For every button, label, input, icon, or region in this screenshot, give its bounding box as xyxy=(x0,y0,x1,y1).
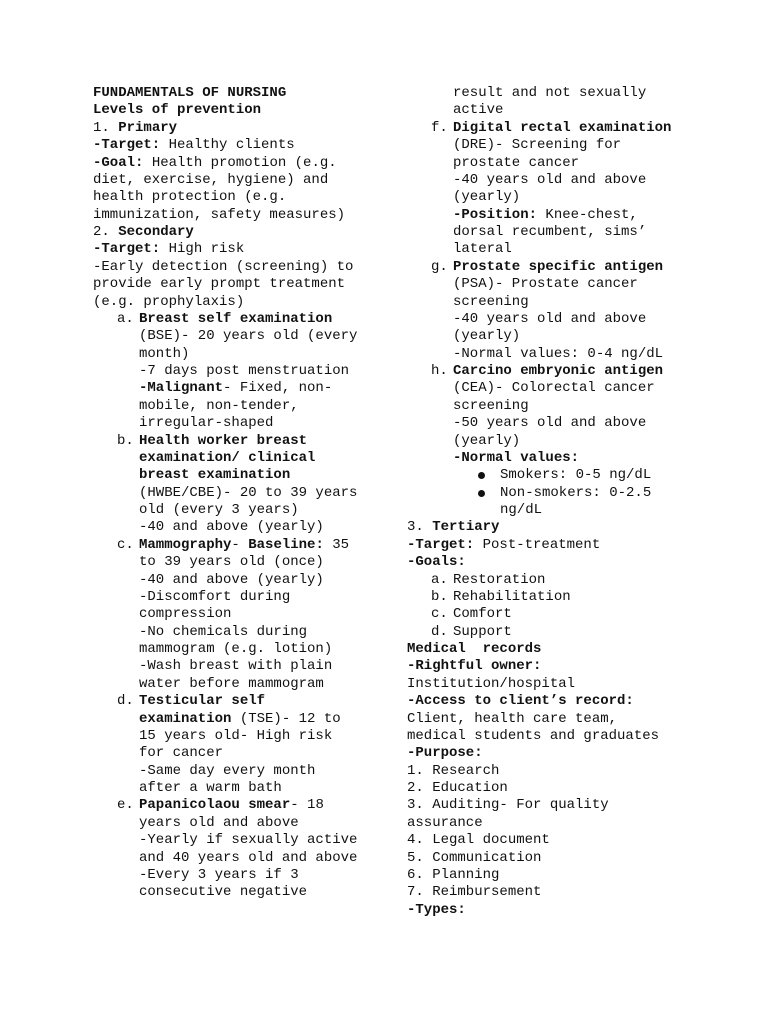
body-text: -Wash breast with plain xyxy=(139,658,333,675)
body-text: Healthy clients xyxy=(160,137,295,154)
body-text: to 39 years old (once) xyxy=(139,554,324,571)
body-text: health protection (e.g. xyxy=(93,189,287,206)
body-text: month) xyxy=(139,345,190,362)
text-line xyxy=(93,815,393,832)
body-text: ng/dL xyxy=(500,502,543,518)
text-line xyxy=(407,606,747,623)
body-text: 6. Planning xyxy=(407,866,500,883)
text-line xyxy=(93,832,393,849)
body-text: lateral xyxy=(453,241,512,258)
body-text: Post-treatment xyxy=(474,536,601,553)
field-label: -Target: xyxy=(93,241,161,258)
text-line xyxy=(407,241,747,258)
text-line xyxy=(93,172,393,189)
text-line xyxy=(407,624,747,641)
field-label: -Purpose: xyxy=(407,745,483,762)
text-line xyxy=(93,693,393,710)
text-line xyxy=(93,519,393,536)
text-line xyxy=(407,502,747,519)
body-text: active xyxy=(453,102,504,119)
body-text: -40 and above (yearly) xyxy=(139,571,324,588)
text-line xyxy=(93,207,393,224)
text-line xyxy=(407,676,747,693)
field-label: -Malignant xyxy=(139,380,224,397)
text-line xyxy=(407,902,747,919)
list-marker: b. xyxy=(117,432,134,449)
text-line xyxy=(93,363,393,380)
body-text: Health promotion (e.g. xyxy=(143,154,337,171)
list-marker: g. xyxy=(431,258,448,275)
document-title: FUNDAMENTALS OF NURSING xyxy=(93,85,287,101)
body-text: -Discomfort during xyxy=(139,588,291,605)
text-line xyxy=(407,450,747,467)
text-line xyxy=(93,711,393,728)
text-line xyxy=(93,554,393,571)
text-line xyxy=(407,780,747,797)
body-text: (yearly) xyxy=(453,328,521,345)
list-number: 1. xyxy=(93,119,119,136)
text-line xyxy=(93,450,393,467)
text-line xyxy=(93,346,393,363)
text-line xyxy=(93,658,393,675)
text-line xyxy=(93,433,393,450)
body-text: - Fixed, non- xyxy=(223,380,333,397)
list-marker: c. xyxy=(117,536,134,553)
text-line xyxy=(93,850,393,867)
field-label: -Goal: xyxy=(93,154,144,171)
text-line xyxy=(407,797,747,814)
text-line xyxy=(407,867,747,884)
text-line xyxy=(407,137,747,154)
text-line xyxy=(93,398,393,415)
body-text: prostate cancer xyxy=(453,154,580,171)
body-text: medical students and graduates xyxy=(407,727,660,744)
body-text: Comfort xyxy=(453,606,512,623)
text-line xyxy=(93,137,393,154)
body-text: - xyxy=(231,536,249,553)
text-line xyxy=(407,832,747,849)
body-text: diet, exercise, hygiene) and xyxy=(93,171,329,188)
body-text: compression xyxy=(139,606,232,623)
body-text: (DRE)- Screening for xyxy=(453,137,622,154)
text-line xyxy=(407,224,747,241)
text-line xyxy=(93,676,393,693)
body-text: and 40 years old and above xyxy=(139,849,358,866)
text-line xyxy=(407,311,747,328)
list-marker: e. xyxy=(117,797,134,814)
body-text: 2. Education xyxy=(407,780,508,796)
text-line xyxy=(93,120,393,137)
text-line xyxy=(407,554,747,571)
right-column xyxy=(407,85,747,919)
body-text: (yearly) xyxy=(453,432,521,449)
field-label: -Types: xyxy=(407,901,466,918)
text-line xyxy=(407,572,747,589)
list-marker: a. xyxy=(117,310,134,327)
body-text: -40 and above (yearly) xyxy=(139,519,324,536)
body-text: - 18 xyxy=(290,797,324,814)
bullet-icon xyxy=(477,467,500,477)
field-label: -Target: xyxy=(407,536,475,553)
text-line xyxy=(407,102,747,119)
text-line xyxy=(93,641,393,658)
text-line xyxy=(407,815,747,832)
text-line xyxy=(93,259,393,276)
item-heading: Papanicolaou smear xyxy=(139,797,291,814)
list-marker: d. xyxy=(431,623,448,640)
text-line xyxy=(93,294,393,311)
text-line xyxy=(93,763,393,780)
text-line xyxy=(93,415,393,432)
text-line xyxy=(407,120,747,137)
text-line xyxy=(407,259,747,276)
text-line xyxy=(93,606,393,623)
list-marker: a. xyxy=(431,571,448,588)
text-line xyxy=(93,537,393,554)
item-heading: Prostate specific antigen xyxy=(453,258,664,275)
item-heading: Health worker breast xyxy=(139,432,308,449)
text-line xyxy=(407,467,747,484)
body-text: after a warm bath xyxy=(139,780,282,796)
text-line xyxy=(93,85,393,102)
text-line xyxy=(407,398,747,415)
body-text: 3. Auditing- For quality xyxy=(407,797,609,814)
list-marker: h. xyxy=(431,363,448,379)
body-text: years old and above xyxy=(139,814,299,831)
text-line xyxy=(93,224,393,241)
text-line xyxy=(93,797,393,814)
body-text: water before mammogram xyxy=(139,675,324,692)
body-text: result and not sexually xyxy=(453,85,647,101)
body-text: -50 years old and above xyxy=(453,415,647,432)
text-line xyxy=(93,241,393,258)
text-line xyxy=(93,485,393,502)
body-text: consecutive negative xyxy=(139,884,308,901)
text-line xyxy=(407,380,747,397)
section-heading: Medical records xyxy=(407,641,542,657)
text-line xyxy=(407,589,747,606)
body-text: old (every 3 years) xyxy=(139,502,299,518)
item-heading: Carcino embryonic antigen xyxy=(453,363,664,379)
field-label: -Goals: xyxy=(407,554,466,571)
body-text: (BSE)- 20 years old (every xyxy=(139,328,358,345)
list-marker: f. xyxy=(431,119,448,136)
body-text: Restoration xyxy=(453,571,546,588)
list-marker: d. xyxy=(117,693,134,710)
text-line xyxy=(93,467,393,484)
text-line xyxy=(93,867,393,884)
item-heading: examination xyxy=(139,710,232,727)
text-line xyxy=(93,572,393,589)
bullet-icon xyxy=(477,485,500,495)
body-text: (CEA)- Colorectal cancer xyxy=(453,380,655,397)
body-text: -Normal values: 0-4 ng/dL xyxy=(453,345,664,362)
item-heading: Testicular self xyxy=(139,693,266,710)
text-line xyxy=(407,172,747,189)
text-line xyxy=(93,189,393,206)
text-line xyxy=(407,189,747,206)
body-text: -40 years old and above xyxy=(453,171,647,188)
text-line xyxy=(93,102,393,119)
body-text: immunization, safety measures) xyxy=(93,206,346,223)
body-text: 7. Reimbursement xyxy=(407,884,542,901)
body-text: mobile, non-tender, xyxy=(139,397,299,414)
body-text: (TSE)- 12 to xyxy=(231,710,341,727)
body-text: Knee-chest, xyxy=(537,206,638,223)
text-line xyxy=(93,589,393,606)
body-text: 4. Legal document xyxy=(407,832,550,849)
field-label: -Target: xyxy=(93,137,161,154)
text-line xyxy=(407,433,747,450)
field-label: -Position: xyxy=(453,206,538,223)
text-line xyxy=(407,693,747,710)
text-line xyxy=(93,624,393,641)
body-text: screening xyxy=(453,293,529,310)
body-text: (yearly) xyxy=(453,189,521,206)
text-line xyxy=(407,711,747,728)
text-line xyxy=(93,311,393,328)
text-line xyxy=(93,155,393,172)
field-label: -Rightful owner: xyxy=(407,658,542,675)
section-heading: Secondary xyxy=(118,224,194,240)
body-text: -40 years old and above xyxy=(453,310,647,327)
body-text: provide early prompt treatment xyxy=(93,276,346,293)
body-text: dorsal recumbent, sims’ xyxy=(453,224,647,240)
text-line xyxy=(407,658,747,675)
body-text: 35 xyxy=(323,536,350,553)
body-text: screening xyxy=(453,397,529,414)
text-line xyxy=(407,745,747,762)
body-text: -Early detection (screening) to xyxy=(93,258,354,275)
body-text: (HWBE/CBE)- 20 to 39 years xyxy=(139,484,358,501)
text-line xyxy=(407,763,747,780)
body-text: assurance xyxy=(407,814,483,831)
text-line xyxy=(407,328,747,345)
list-number: 2. xyxy=(93,224,119,240)
body-text: -Same day every month xyxy=(139,762,316,779)
text-line xyxy=(407,485,747,502)
field-label: -Access to client’s record: xyxy=(407,693,634,710)
body-text: Non-smokers: 0-2.5 xyxy=(500,484,652,501)
text-line xyxy=(407,346,747,363)
body-text: High risk xyxy=(160,241,245,258)
text-line xyxy=(407,850,747,867)
text-line xyxy=(407,519,747,536)
text-line xyxy=(93,745,393,762)
field-label: Baseline: xyxy=(248,536,324,553)
body-text: for cancer xyxy=(139,745,224,762)
text-line xyxy=(407,276,747,293)
text-line xyxy=(407,85,747,102)
body-text: Rehabilitation xyxy=(453,588,571,605)
text-line xyxy=(93,276,393,293)
text-line xyxy=(93,380,393,397)
item-heading: breast examination xyxy=(139,467,291,484)
body-text: 5. Communication xyxy=(407,849,542,866)
list-marker: b. xyxy=(431,588,448,605)
body-text: Support xyxy=(453,623,512,640)
list-number: 3. xyxy=(407,519,433,536)
body-text: -No chemicals during xyxy=(139,623,308,640)
body-text: mammogram (e.g. lotion) xyxy=(139,641,333,657)
text-line xyxy=(407,363,747,380)
body-text: Institution/hospital xyxy=(407,675,576,692)
body-text: -7 days post menstruation xyxy=(139,363,350,379)
field-label: -Normal values: xyxy=(453,449,580,466)
item-heading: examination/ clinical xyxy=(139,449,316,466)
body-text: (PSA)- Prostate cancer xyxy=(453,276,638,293)
body-text: -Every 3 years if 3 xyxy=(139,866,299,883)
section-heading: Primary xyxy=(118,119,178,136)
list-marker: c. xyxy=(431,606,448,623)
text-line xyxy=(407,728,747,745)
text-line xyxy=(93,780,393,797)
body-text: 1. Research xyxy=(407,762,500,779)
text-line xyxy=(93,328,393,345)
text-line xyxy=(93,728,393,745)
text-line xyxy=(407,415,747,432)
text-line xyxy=(407,537,747,554)
text-line xyxy=(407,884,747,901)
section-heading: Levels of prevention xyxy=(93,102,262,119)
section-heading: Tertiary xyxy=(432,519,500,536)
body-text: (e.g. prophylaxis) xyxy=(93,293,245,310)
body-text: 15 years old- High risk xyxy=(139,727,333,744)
item-heading: Breast self examination xyxy=(139,310,333,327)
body-text: irregular-shaped xyxy=(139,415,274,432)
body-text: Smokers: 0-5 ng/dL xyxy=(500,467,652,484)
text-line xyxy=(407,641,747,658)
text-line xyxy=(407,207,747,224)
left-column xyxy=(93,85,393,902)
text-line xyxy=(407,155,747,172)
text-line xyxy=(407,294,747,311)
item-heading: Mammography xyxy=(139,536,232,553)
body-text: Client, health care team, xyxy=(407,710,618,727)
item-heading: Digital rectal examination xyxy=(453,119,672,136)
text-line xyxy=(93,502,393,519)
text-line xyxy=(93,884,393,901)
body-text: -Yearly if sexually active xyxy=(139,832,358,849)
